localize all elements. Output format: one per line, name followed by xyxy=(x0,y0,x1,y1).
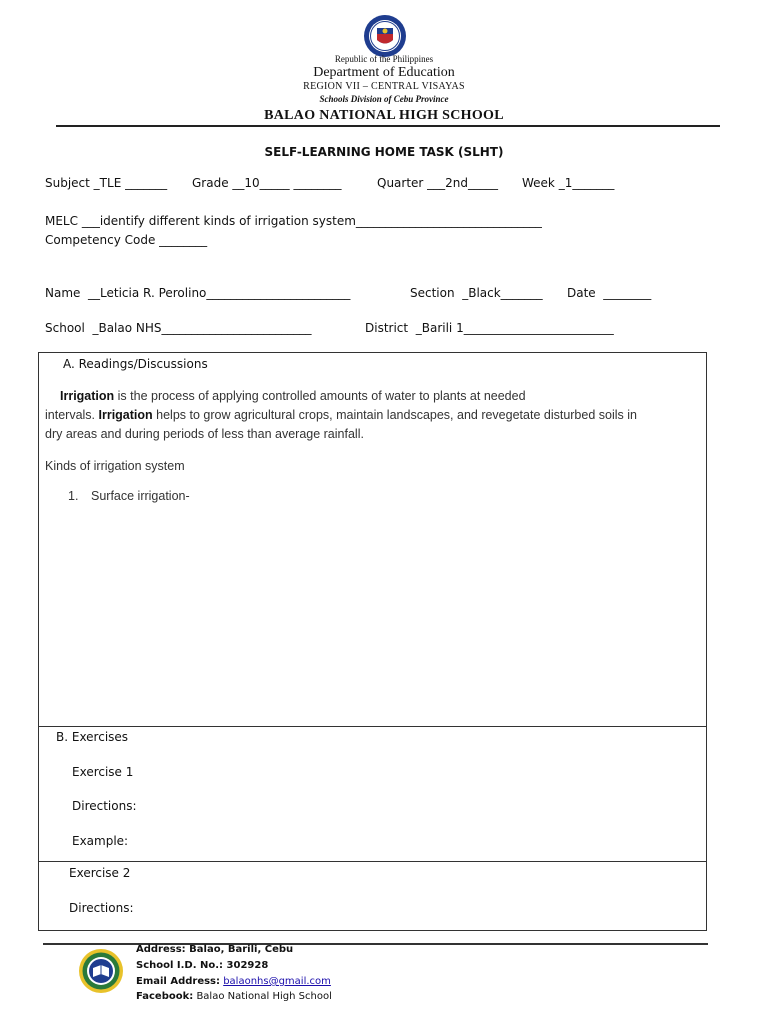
district-field: District _Barili 1_________________________ xyxy=(365,321,614,335)
kinds-heading: Kinds of irrigation system xyxy=(45,459,185,473)
department-line: Department of Education xyxy=(313,65,455,80)
melc-field: MELC ___identify different kinds of irrigation system_______________________________ xyxy=(45,214,542,228)
list-number: 1. xyxy=(68,489,79,503)
reading-text: is the process of applying controlled amounts of water to plants at needed xyxy=(114,389,526,403)
reading-text: helps to grow agricultural crops, maintain landscapes, and revegetate disturbed soils in xyxy=(152,408,637,422)
subject-field: Subject _TLE _______ xyxy=(45,176,168,190)
footer-facebook xyxy=(136,991,332,1002)
address-label: Address: xyxy=(136,944,186,955)
grade-field: Grade __10_____ ________ xyxy=(192,176,342,190)
division-line: Schools Division of Cebu Province xyxy=(319,94,449,104)
directions-2-label: Directions: xyxy=(69,901,134,915)
directions-1-label: Directions: xyxy=(72,799,137,813)
school-id-label: School I.D. No.: xyxy=(136,960,224,971)
exercises-title: B. Exercises xyxy=(56,730,129,744)
deped-seal-icon xyxy=(363,14,407,58)
header-divider xyxy=(56,125,720,127)
exercise-1-label: Exercise 1 xyxy=(72,765,134,779)
facebook-value: Balao National High School xyxy=(193,991,332,1002)
name-field: Name __Leticia R. Perolino________________________ xyxy=(45,286,351,300)
region-line: REGION VII – CENTRAL VISAYAS xyxy=(303,81,465,92)
footer-school-id xyxy=(136,960,268,971)
school-id-value: 302928 xyxy=(223,960,269,971)
competency-code-field: Competency Code ________ xyxy=(45,233,208,247)
term-irrigation: Irrigation xyxy=(60,389,115,403)
week-field: Week _1_______ xyxy=(522,176,615,190)
school-name: BALAO NATIONAL HIGH SCHOOL xyxy=(264,108,504,123)
page-title: SELF-LEARNING HOME TASK (SLHT) xyxy=(264,145,504,159)
list-item: Surface irrigation- xyxy=(91,489,190,503)
reading-line-1 xyxy=(60,387,526,406)
date-field: Date ________ xyxy=(567,286,652,300)
section-field: Section _Black_______ xyxy=(410,286,543,300)
exercise-2-section xyxy=(38,861,707,931)
footer-email xyxy=(136,976,331,987)
email-link[interactable]: balaonhs@gmail.com xyxy=(223,976,331,987)
republic-line: Republic of the Philippines xyxy=(334,54,434,64)
readings-title: A. Readings/Discussions xyxy=(63,357,208,371)
term-irrigation: Irrigation xyxy=(98,408,153,422)
exercise-2-label: Exercise 2 xyxy=(69,866,131,880)
school-seal-icon xyxy=(78,948,124,994)
reading-line-3: dry areas and during periods of less than average rainfall. xyxy=(45,427,364,441)
reading-line-2 xyxy=(45,406,637,425)
exercises-section xyxy=(38,727,707,862)
reading-text: intervals. xyxy=(45,408,99,422)
address-value: Balao, Barili, Cebu xyxy=(185,944,294,955)
footer-address xyxy=(136,944,293,955)
email-label: Email Address: xyxy=(136,976,221,987)
quarter-field: Quarter ___2nd_____ xyxy=(377,176,499,190)
example-label: Example: xyxy=(72,834,129,848)
facebook-label: Facebook: xyxy=(136,991,194,1002)
school-field: School _Balao NHS_________________________ xyxy=(45,321,312,335)
